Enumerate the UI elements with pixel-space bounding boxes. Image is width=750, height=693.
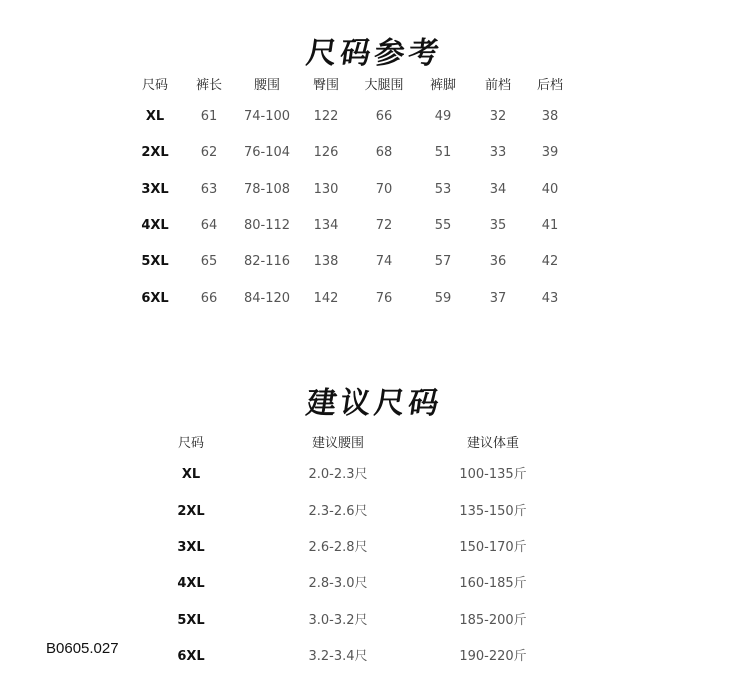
recommended-size-title: 建议尺码: [304, 386, 445, 421]
size-ref-value-cell: 32: [489, 109, 507, 124]
size-ref-value-cell: 142: [313, 291, 339, 306]
size-ref-value-cell: 134: [313, 218, 339, 233]
recommended-size-cell: 3XL: [177, 540, 205, 555]
size-ref-value-cell: 63: [200, 182, 218, 197]
recommended-size-cell: 6XL: [177, 649, 205, 664]
recommended-size-cell: XL: [181, 467, 201, 482]
size-ref-value-cell: 37: [489, 291, 507, 306]
size-ref-value-cell: 55: [434, 218, 452, 233]
size-ref-value-cell: 42: [541, 254, 559, 269]
recommended-value-cell: 135-150斤: [459, 504, 527, 519]
recommended-value-cell: 190-220斤: [459, 649, 527, 664]
size-ref-value-cell: 82-116: [243, 254, 291, 269]
recommended-value-cell: 150-170斤: [459, 540, 527, 555]
size-ref-size-cell: 3XL: [141, 182, 169, 197]
size-ref-value-cell: 138: [313, 254, 339, 269]
size-ref-value-cell: 35: [489, 218, 507, 233]
recommended-value-cell: 185-200斤: [459, 613, 527, 628]
size-ref-value-cell: 74-100: [243, 109, 291, 124]
size-ref-value-cell: 49: [434, 109, 452, 124]
recommended-value-cell: 2.0-2.3尺: [308, 467, 368, 482]
recommended-value-cell: 2.6-2.8尺: [308, 540, 368, 555]
size-ref-size-cell: 6XL: [141, 291, 169, 306]
recommended-size-cell: 5XL: [177, 613, 205, 628]
size-ref-value-cell: 64: [200, 218, 218, 233]
recommended-value-cell: 160-185斤: [459, 576, 527, 591]
size-ref-value-cell: 68: [375, 145, 393, 160]
size-ref-value-cell: 41: [541, 218, 559, 233]
size-ref-header-cell: 臀围: [312, 78, 339, 93]
size-ref-value-cell: 61: [200, 109, 218, 124]
recommended-size-cell: 2XL: [177, 504, 205, 519]
size-ref-header-cell: 大腿围: [364, 78, 404, 93]
product-code: B0605.027: [46, 640, 119, 657]
size-ref-value-cell: 84-120: [243, 291, 291, 306]
size-ref-value-cell: 122: [313, 109, 339, 124]
size-ref-value-cell: 40: [541, 182, 559, 197]
size-reference-title: 尺码参考: [304, 36, 445, 71]
recommended-size-cell: 4XL: [177, 576, 205, 591]
size-ref-value-cell: 65: [200, 254, 218, 269]
size-ref-header-cell: 裤长: [195, 78, 222, 93]
size-ref-header-cell: 后档: [536, 78, 563, 93]
size-ref-value-cell: 59: [434, 291, 452, 306]
size-ref-size-cell: 5XL: [141, 254, 169, 269]
size-ref-size-cell: 2XL: [141, 145, 169, 160]
size-ref-value-cell: 76-104: [243, 145, 291, 160]
size-ref-size-cell: 4XL: [141, 218, 169, 233]
size-ref-value-cell: 43: [541, 291, 559, 306]
size-ref-value-cell: 126: [313, 145, 339, 160]
recommended-value-cell: 2.8-3.0尺: [308, 576, 368, 591]
size-ref-value-cell: 76: [375, 291, 393, 306]
size-ref-value-cell: 80-112: [243, 218, 291, 233]
size-ref-value-cell: 53: [434, 182, 452, 197]
recommended-value-cell: 3.2-3.4尺: [308, 649, 368, 664]
size-ref-value-cell: 34: [489, 182, 507, 197]
size-ref-value-cell: 51: [434, 145, 452, 160]
size-ref-value-cell: 78-108: [243, 182, 291, 197]
size-ref-value-cell: 38: [541, 109, 559, 124]
recommended-value-cell: 3.0-3.2尺: [308, 613, 368, 628]
size-ref-value-cell: 72: [375, 218, 393, 233]
size-ref-value-cell: 70: [375, 182, 393, 197]
size-ref-header-cell: 腰围: [253, 78, 280, 93]
size-ref-value-cell: 130: [313, 182, 339, 197]
size-ref-value-cell: 57: [434, 254, 452, 269]
size-ref-value-cell: 33: [489, 145, 507, 160]
size-ref-header-cell: 裤脚: [429, 78, 456, 93]
size-ref-size-cell: XL: [145, 109, 165, 124]
size-ref-value-cell: 39: [541, 145, 559, 160]
recommended-value-cell: 100-135斤: [459, 467, 527, 482]
size-ref-header-cell: 前档: [484, 78, 511, 93]
recommended-value-cell: 2.3-2.6尺: [308, 504, 368, 519]
size-ref-value-cell: 62: [200, 145, 218, 160]
recommended-header-cell: 建议腰围: [311, 436, 364, 451]
recommended-header-cell: 建议体重: [466, 436, 519, 451]
size-ref-header-cell: 尺码: [141, 78, 168, 93]
size-ref-value-cell: 66: [375, 109, 393, 124]
recommended-header-cell: 尺码: [177, 436, 204, 451]
size-ref-value-cell: 36: [489, 254, 507, 269]
size-ref-value-cell: 74: [375, 254, 393, 269]
size-ref-value-cell: 66: [200, 291, 218, 306]
